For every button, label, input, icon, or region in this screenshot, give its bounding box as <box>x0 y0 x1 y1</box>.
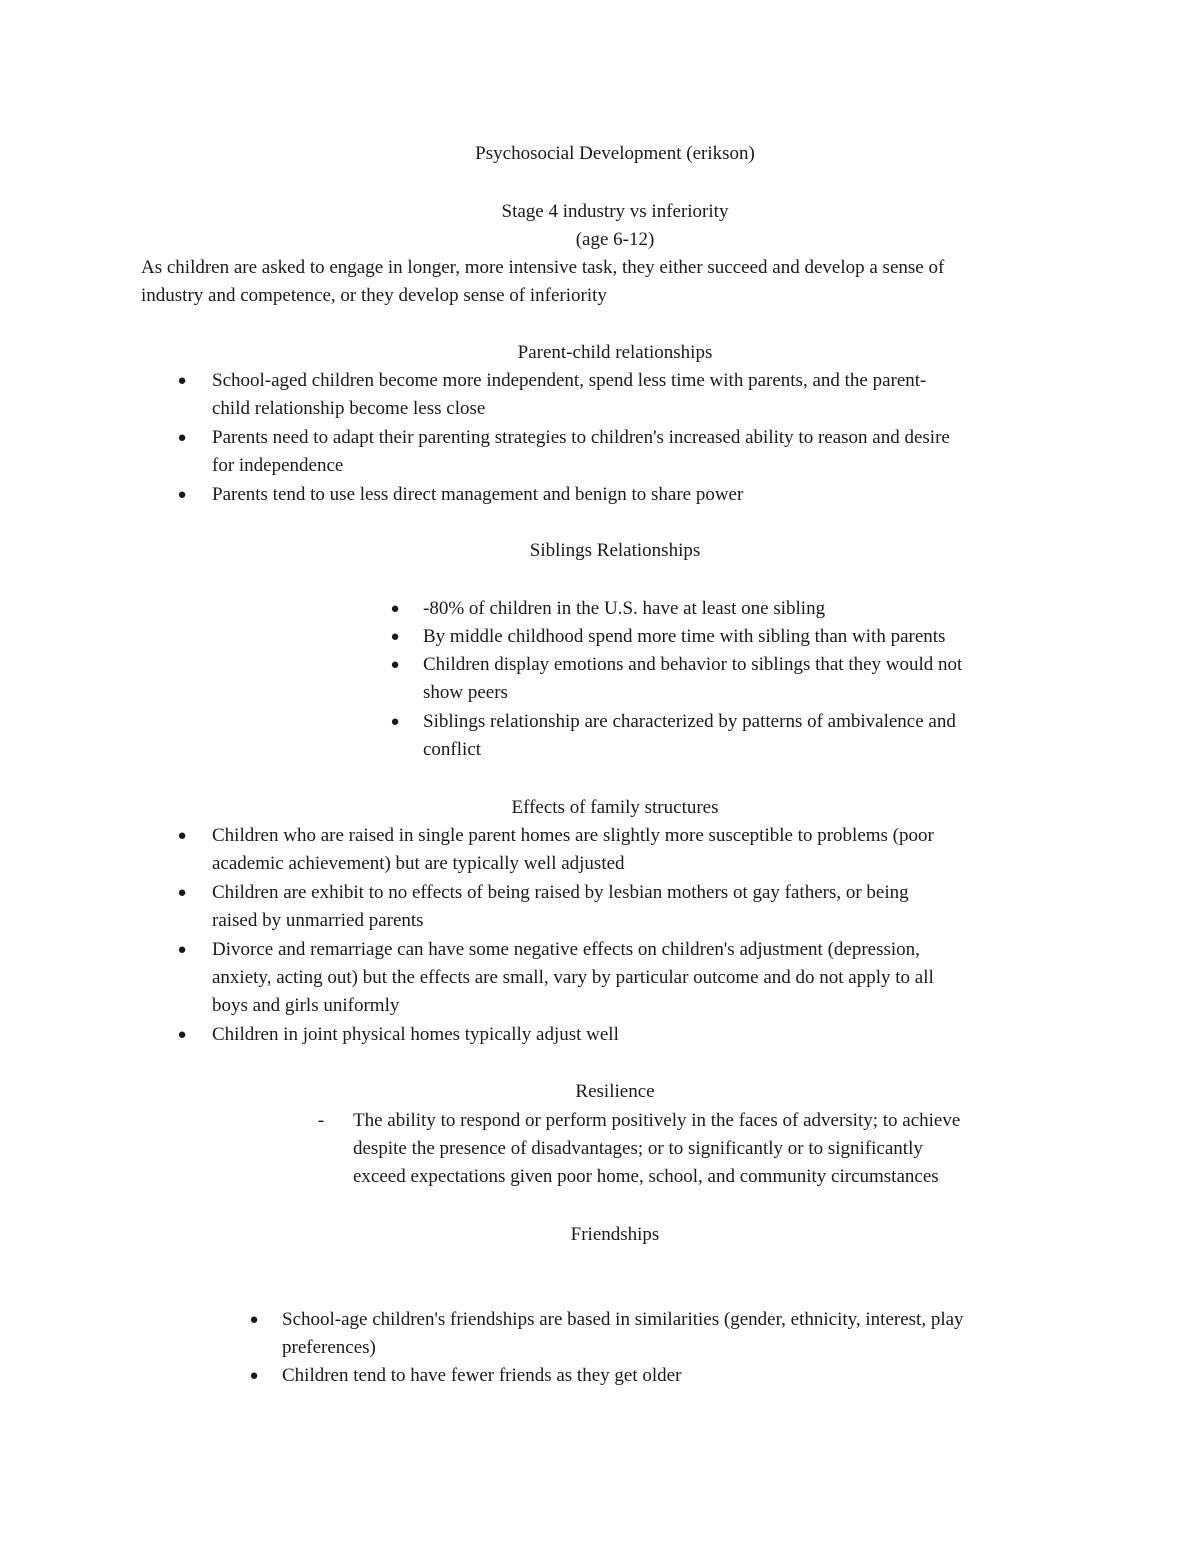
bullet-icon: ● <box>177 1027 187 1043</box>
stage-description-line: As children are asked to engage in longer, more intensive task, they either succeed and develop a sense of <box>141 257 945 278</box>
list-item-line: Parents need to adapt their parenting strategies to children's increased ability to reason and desire <box>212 427 950 448</box>
list-item-line: preferences) <box>282 1337 376 1358</box>
list-item-line: Children are exhibit to no effects of being raised by lesbian mothers ot gay fathers, or being <box>212 882 909 903</box>
section-heading-parent-child: Parent-child relationships <box>517 342 713 363</box>
bullet-icon: ● <box>177 942 187 958</box>
bullet-icon: ● <box>177 373 187 389</box>
bullet-icon: ● <box>249 1312 259 1328</box>
bullet-icon: ● <box>177 487 187 503</box>
bullet-icon: ● <box>177 828 187 844</box>
section-heading-resilience: Resilience <box>575 1081 655 1102</box>
list-item-line: Parents tend to use less direct management and benign to share power <box>212 484 744 505</box>
list-item-line: conflict <box>423 739 482 760</box>
list-item-line: despite the presence of disadvantages; or to significantly or to significantly <box>353 1138 923 1159</box>
list-item-line: Children tend to have fewer friends as they get older <box>282 1365 682 1386</box>
bullet-icon: ● <box>390 629 400 645</box>
list-item-line: for independence <box>212 455 344 476</box>
section-heading-siblings: Siblings Relationships <box>529 540 701 561</box>
stage-heading: Stage 4 industry vs inferiority <box>501 201 729 222</box>
bullet-icon: ● <box>390 657 400 673</box>
bullet-icon: ● <box>390 714 400 730</box>
list-item-line: -80% of children in the U.S. have at least one sibling <box>423 598 826 619</box>
list-item-line: exceed expectations given poor home, school, and community circumstances <box>353 1166 939 1187</box>
list-item-line: School-aged children become more independent, spend less time with parents, and the parent- <box>212 370 927 391</box>
list-item-line: academic achievement) but are typically well adjusted <box>212 853 625 874</box>
section-heading-friendships: Friendships <box>570 1224 660 1245</box>
bullet-icon: ● <box>177 430 187 446</box>
list-item-line: show peers <box>423 682 508 703</box>
document-title: Psychosocial Development (erikson) <box>475 143 755 164</box>
bullet-icon: ● <box>390 601 400 617</box>
section-heading-family-structures: Effects of family structures <box>511 797 719 818</box>
list-item-line: raised by unmarried parents <box>212 910 424 931</box>
list-item-line: By middle childhood spend more time with sibling than with parents <box>423 626 946 647</box>
list-item-line: Children display emotions and behavior to siblings that they would not <box>423 654 963 675</box>
list-item-line: Siblings relationship are characterized by patterns of ambivalence and <box>423 711 956 732</box>
bullet-icon: ● <box>249 1368 259 1384</box>
list-item-line: Divorce and remarriage can have some negative effects on children's adjustment (depression, <box>212 939 920 960</box>
list-item-line: child relationship become less close <box>212 398 486 419</box>
list-item-line: anxiety, acting out) but the effects are small, vary by particular outcome and do not apply to all <box>212 967 934 988</box>
dash-icon: - <box>317 1110 325 1131</box>
bullet-icon: ● <box>177 885 187 901</box>
list-item-line: Children who are raised in single parent homes are slightly more susceptible to problems (poor <box>212 825 934 846</box>
stage-age: (age 6-12) <box>575 229 655 250</box>
list-item-line: Children in joint physical homes typically adjust well <box>212 1024 619 1045</box>
list-item-line: The ability to respond or perform positively in the faces of adversity; to achieve <box>353 1110 961 1131</box>
stage-description-line: industry and competence, or they develop sense of inferiority <box>141 285 607 306</box>
list-item-line: School-age children's friendships are based in similarities (gender, ethnicity, interest, play <box>282 1309 964 1330</box>
list-item-line: boys and girls uniformly <box>212 995 400 1016</box>
